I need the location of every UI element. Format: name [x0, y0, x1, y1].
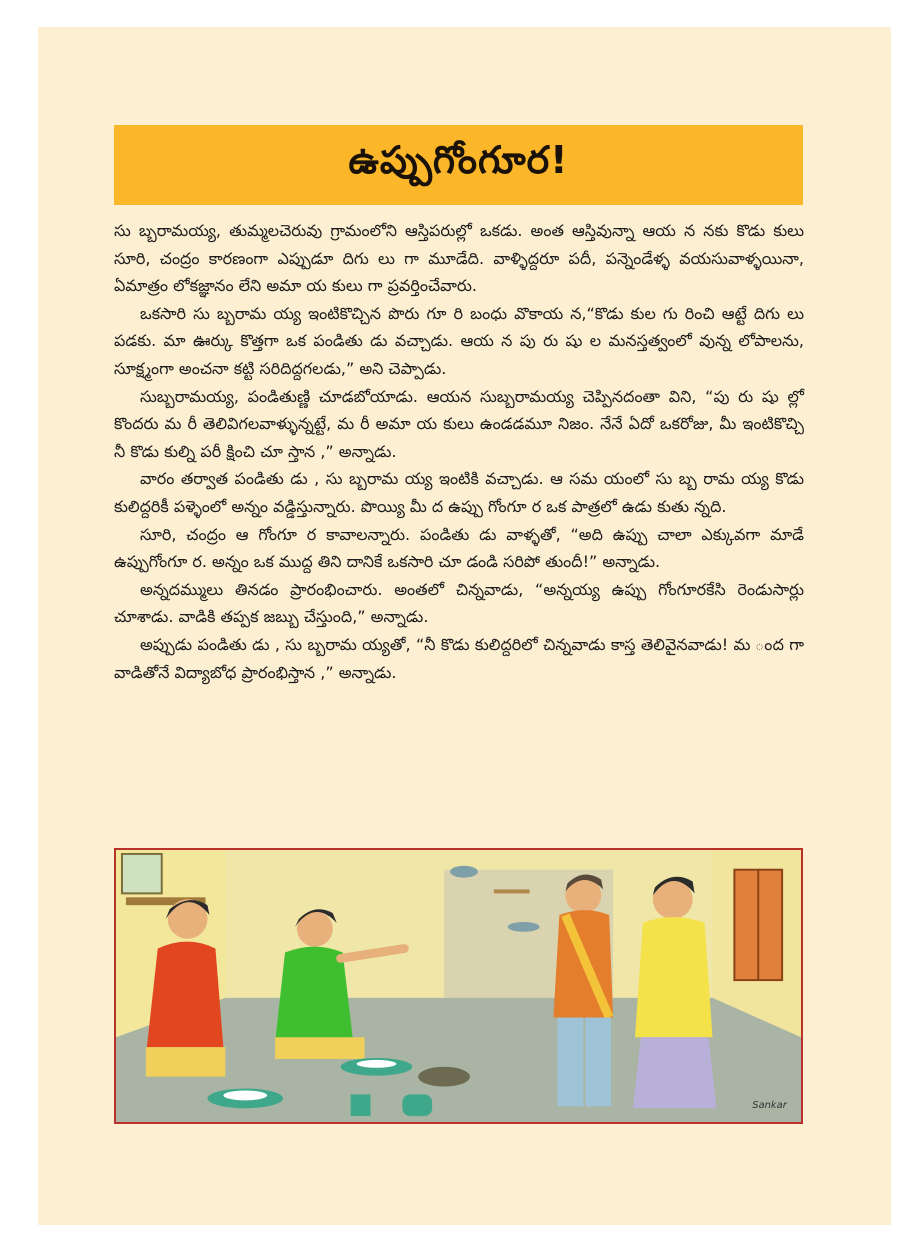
story-paragraph: వారం తర్వాత పండితు డు , సు బ్బరామ య్య ఇంటికి వచ్చాడు. ఆ సమ యంలో సు బ్బ రామ య్య కొడు కులిద్దరికీ పళ్ళెంలో అన్నం వడ్డిస్తున్నారు. పొయ్యి మీ ద ఉప్పు గోంగూ ర ఒక పాత్రలో ఉడు కుతు న్నది. — [114, 469, 804, 516]
story-paragraph: సుబ్బరామయ్య, పండితుణ్ణి చూడబోయాడు. ఆయన సుబ్బరామయ్య చెప్పినదంతా విని, “పు రు షు ల్లో కొందరు మ రీ తెలివిగలవాళ్ళున్నట్టే, మ రీ అమా య కులు ఉండడమూ నిజం. నేనే ఏదో ఒకరోజు, మీ ఇంటికొచ్చి నీ కొడు కుల్ని పరీ క్షించి చూ స్తాన ,” అన్నాడు. — [114, 386, 804, 461]
story-title: ఉప్పుగోంగూర! — [348, 138, 569, 182]
artist-signature: Sankar — [752, 1100, 787, 1112]
pot — [402, 1094, 432, 1116]
story-illustration — [114, 848, 803, 1124]
title-banner — [114, 125, 803, 205]
story-paragraph: సూరి, చంద్రం ఆ గోంగూ ర కావాలన్నారు. పండితు డు వాళ్ళతో, “అది ఉప్పు చాలా ఎక్కువగా మాడే ఉప్పుగోంగూ ర. అన్నం ఒక ముద్ద తిని దానికే ఒకసారి చూ డండి సరిపో తుందీ!” అన్నాడు. — [114, 524, 804, 572]
story-paragraph: అప్పుడు పండితు డు , సు బ్బరామ య్యతో, “నీ కొడు కులిద్దరిలో చిన్నవాడు కాస్త తెలివైనవాడు! మ ంద గా వాడితోనే విద్యాబోధ ప్రారంభిస్తాన ,” అన్నాడు. — [114, 634, 804, 682]
story-body — [114, 217, 804, 686]
story-paragraph: సు బ్బరామయ్య, తుమ్మలచెరువు గ్రామంలోని ఆస్తిపరుల్లో ఒకడు. అంత ఆస్తివున్నా ఆయ న నకు కొడు కులు సూరి, చంద్రం కారణంగా ఎప్పుడూ దిగు లు గా మూడేది. వాళ్ళిద్దరూ పదీ, పన్నెండేళ్ళ వయసువాళ్ళయినా, ఏమాత్రం లోకజ్ఞానం లేని అమా య కులు గా ప్రవర్తించేవారు. — [114, 221, 804, 296]
story-paragraph: ఒకసారి సు బ్బరామ య్య ఇంటికొచ్చిన పొరు గూ రి బంధు వొకాయ న,“కొడు కుల గు రించి ఆట్టే దిగు లు పడకు. మా ఊర్కు కొత్తగా ఒక పండితు డు వచ్చాడు. ఆయ న పు రు షు ల మనస్తత్వంలో వున్న లోపాలను, సూక్ష్మంగా అంచనా కట్టి సరిదిద్దగలడు,” అని చెప్పాడు. — [114, 303, 804, 378]
window — [122, 854, 162, 893]
illustration-scene — [116, 850, 801, 1122]
cup — [351, 1094, 371, 1116]
story-paragraph: అన్నదమ్ములు తినడం ప్రారంభించారు. అంతలో చిన్నవాడు, “అన్నయ్య ఉప్పు గోంగూరకేసి రెండుసార్లు చూశాడు. వాడికి తప్పక జబ్బు చేస్తుంది,” అన్నాడు. — [114, 579, 804, 627]
page — [38, 27, 891, 1225]
